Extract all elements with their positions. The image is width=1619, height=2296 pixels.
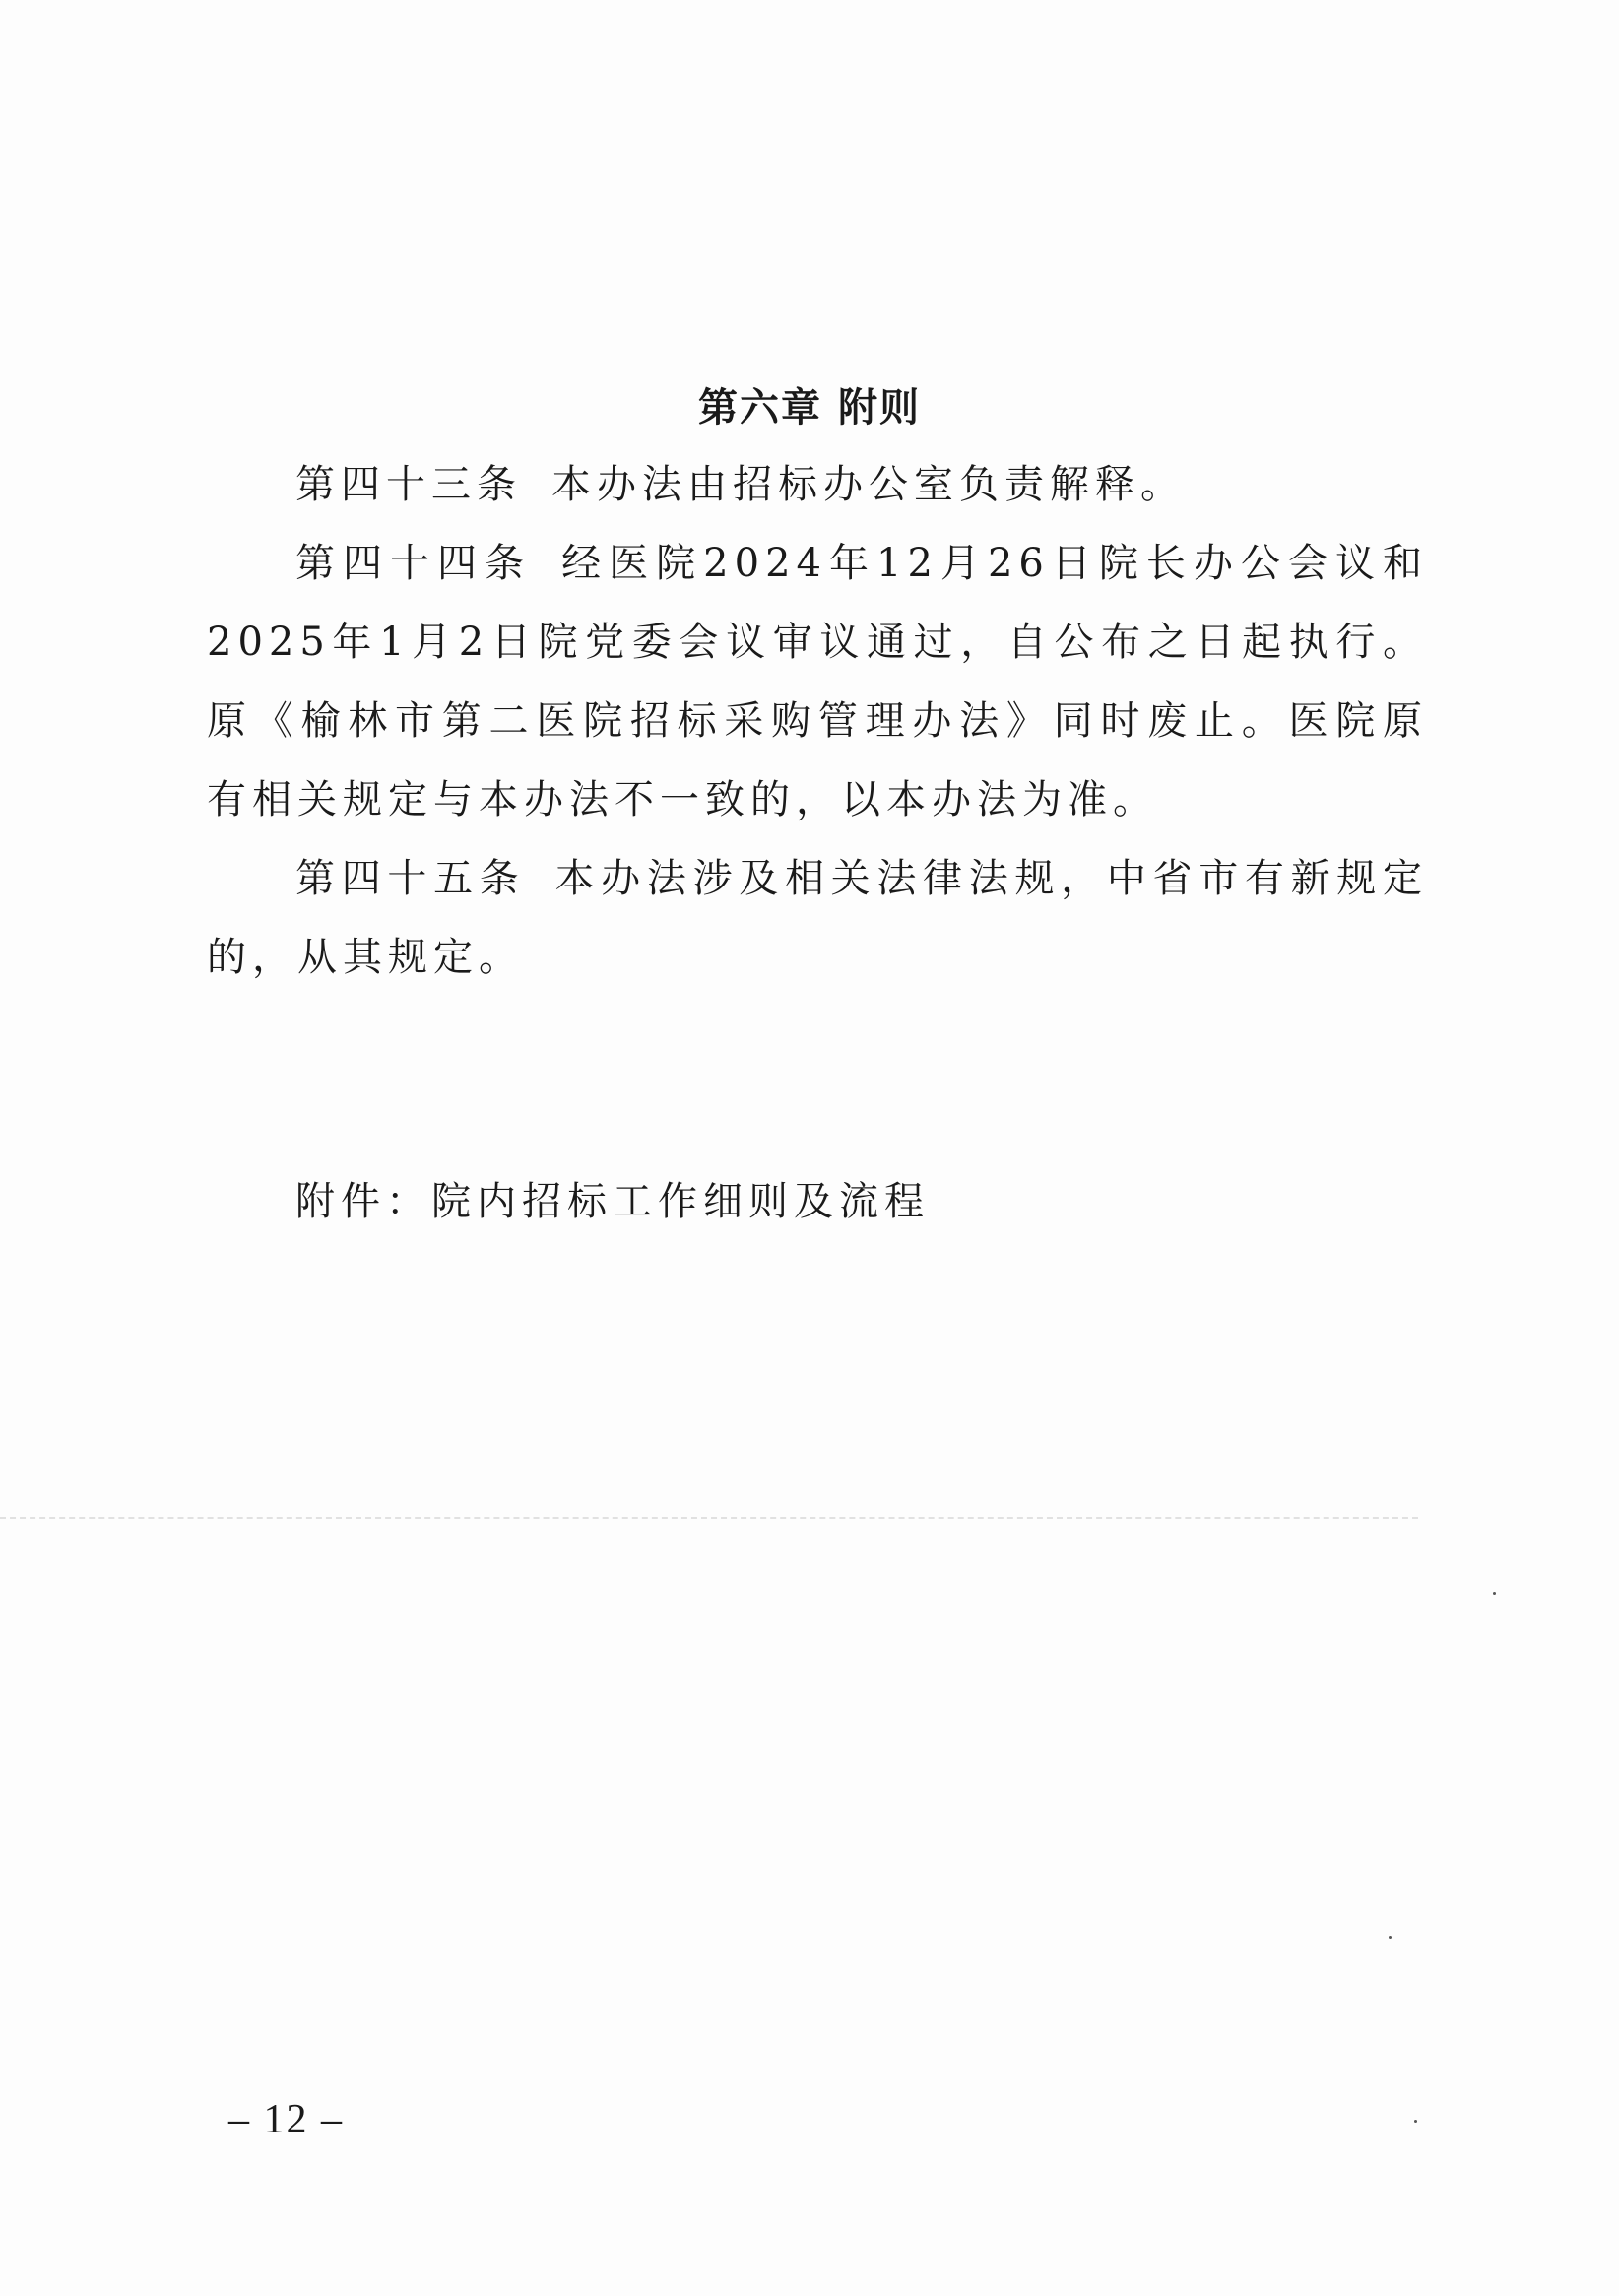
article-text: 本办法涉及相关法律法规，中省市有新规定的，从其规定。	[207, 856, 1429, 980]
page-number: – 12 –	[228, 2097, 344, 2142]
article-text: 经医院2024年12月26日院长办公会议和2025年1月2日院党委会议审议通过，自公布之日起执行。原《榆林市第二医院招标采购管理办法》同时废止。医院原有相关规定与本办法不一致的，以本办法为准。	[207, 541, 1429, 822]
article-label: 第四十五条	[295, 856, 526, 901]
scan-artifact-dot	[1389, 1936, 1392, 1939]
scan-artifact-dot	[1414, 2120, 1417, 2123]
chapter-title: 第六章 附则	[698, 385, 921, 430]
attachment-note: 附件：院内招标工作细则及流程	[295, 1179, 930, 1224]
article-paragraph	[207, 524, 1428, 839]
article-45	[207, 839, 1428, 997]
scan-artifact-line	[0, 1517, 1418, 1519]
scan-artifact-dot	[1493, 1592, 1496, 1595]
article-text: 本办法由招标办公室负责解释。	[551, 462, 1186, 507]
article-44	[207, 524, 1428, 839]
article-43	[207, 445, 1428, 524]
article-paragraph	[207, 839, 1428, 997]
article-label: 第四十四条	[295, 541, 533, 586]
article-paragraph	[207, 445, 1428, 524]
article-label: 第四十三条	[295, 462, 522, 507]
